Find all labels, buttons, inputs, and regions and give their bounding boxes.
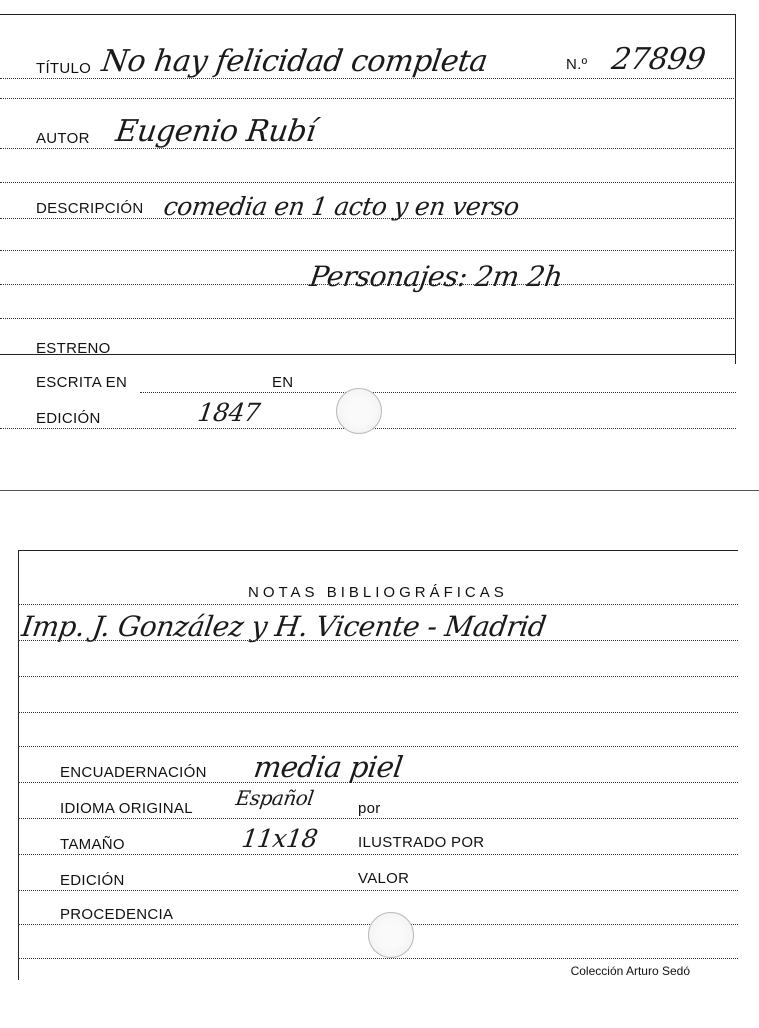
title-rule bbox=[0, 78, 736, 79]
by-label: por bbox=[358, 800, 381, 817]
collection-credit: Colección Arturo Sedó bbox=[570, 964, 690, 978]
catalog-card bbox=[0, 14, 736, 484]
edition-rule bbox=[18, 890, 738, 891]
edition-value: 1847 bbox=[195, 398, 262, 427]
rule bbox=[18, 712, 738, 713]
description-rule bbox=[0, 218, 736, 219]
author-label: AUTOR bbox=[36, 130, 90, 147]
author-rule bbox=[0, 148, 736, 149]
rule bbox=[0, 182, 736, 183]
description-value: comedia en 1 acto y en verso bbox=[161, 192, 521, 221]
author-value: Eugenio Rubí bbox=[113, 114, 318, 149]
smudge-mark bbox=[368, 912, 414, 958]
edition-label: EDICIÓN bbox=[60, 872, 125, 889]
edition-label: EDICIÓN bbox=[36, 410, 101, 427]
provenance-label: PROCEDENCIA bbox=[60, 906, 174, 923]
binding-rule bbox=[18, 782, 738, 783]
notes-heading: NOTAS BIBLIOGRÁFICAS bbox=[248, 584, 508, 601]
notes-card bbox=[18, 550, 738, 980]
rule bbox=[0, 98, 736, 99]
written-in-rule bbox=[140, 392, 736, 393]
rule bbox=[0, 250, 736, 251]
imprint-rule bbox=[18, 640, 738, 641]
size-value: 11x18 bbox=[239, 824, 320, 853]
value-label: VALOR bbox=[358, 870, 410, 887]
premiere-label: ESTRENO bbox=[36, 340, 111, 357]
title-label: TÍTULO bbox=[36, 60, 92, 77]
language-value: Español bbox=[234, 786, 316, 810]
rule bbox=[18, 746, 738, 747]
rule bbox=[18, 958, 738, 959]
card-top-border bbox=[18, 550, 738, 551]
smudge-mark bbox=[336, 388, 382, 434]
rule bbox=[0, 284, 736, 285]
title-value: No hay felicidad completa bbox=[99, 44, 490, 79]
size-label: TAMAÑO bbox=[60, 836, 125, 853]
in-label: EN bbox=[272, 374, 294, 391]
number-label: N.º bbox=[566, 56, 588, 73]
number-value: 27899 bbox=[609, 42, 708, 77]
rule bbox=[0, 318, 736, 319]
rule bbox=[18, 604, 738, 605]
illustrated-label: ILUSTRADO POR bbox=[358, 834, 485, 851]
card-left-border bbox=[18, 550, 19, 980]
size-rule bbox=[18, 854, 738, 855]
card-top-border bbox=[0, 14, 736, 15]
language-label: IDIOMA ORIGINAL bbox=[60, 800, 193, 817]
card-right-border bbox=[735, 14, 736, 364]
card-separator bbox=[0, 490, 759, 491]
imprint-value: Imp. J. González y H. Vicente - Madrid bbox=[19, 610, 548, 643]
language-rule bbox=[18, 818, 738, 819]
binding-value: media piel bbox=[251, 750, 405, 784]
rule bbox=[18, 676, 738, 677]
binding-label: ENCUADERNACIÓN bbox=[60, 764, 207, 781]
description-label: DESCRIPCIÓN bbox=[36, 200, 144, 217]
written-in-label: ESCRITA EN bbox=[36, 374, 128, 391]
characters-value: Personajes: 2m 2h bbox=[307, 260, 565, 293]
